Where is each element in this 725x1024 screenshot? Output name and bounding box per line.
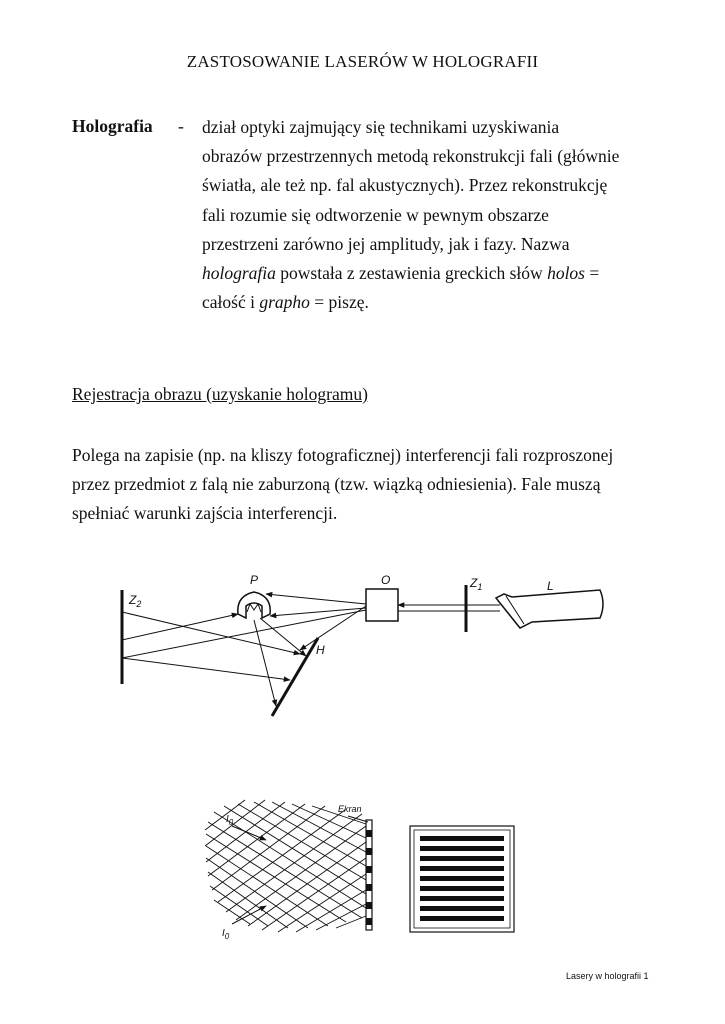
- italic-word: grapho: [259, 292, 310, 313]
- paragraph-line: spełniać warunki zajścia interferencji.: [72, 503, 338, 524]
- label-h: H: [316, 643, 325, 657]
- page-footer: Lasery w holografii 1: [566, 971, 649, 981]
- beam-splitter-o: [366, 589, 398, 621]
- plate-h: [272, 638, 318, 716]
- object-p: [238, 592, 270, 618]
- label-z1: $Z_1$: [470, 576, 483, 592]
- definition-line: fali rozumie się odtworzenie w pewnym obszarze: [202, 204, 549, 225]
- definition-term: Holografia: [72, 116, 153, 136]
- laser-l: [496, 590, 603, 628]
- definition-line: holografia powstała z zestawienia greckich słów holos =: [202, 263, 600, 284]
- label-l: L: [547, 579, 554, 593]
- definition-line: całość i grapho = piszę.: [202, 292, 369, 313]
- label-o: O: [381, 573, 391, 587]
- label-i0-top: $I_0$: [226, 814, 234, 827]
- definition-line: przestrzeni zarówno jej amplitudy, jak i fazy. Nazwa: [202, 233, 570, 254]
- definition-line: światła, ale też np. fal akustycznych). Przez rekonstrukcję: [202, 175, 608, 196]
- definition-line: obrazów przestrzennych metodą rekonstrukcji fali (głównie: [202, 146, 620, 167]
- definition-line: dział optyki zajmujący się technikami uzyskiwania: [202, 117, 560, 137]
- label-z2: $Z_2$: [129, 593, 142, 609]
- italic-word: holografia: [202, 263, 276, 284]
- label-p: P: [250, 573, 259, 587]
- page-title: ZASTOSOWANIE LASERÓW W HOLOGRAFII: [186, 52, 539, 71]
- paragraph-line: przez przedmiot z falą nie zaburzoną (tzw. wiązką odniesienia). Fale muszą: [72, 474, 601, 495]
- label-i0-bottom: $I_0$: [222, 928, 230, 941]
- label-ekran: Ekran: [338, 804, 362, 814]
- definition-dash: -: [178, 116, 184, 136]
- italic-word: holos: [547, 263, 585, 284]
- section-heading: Rejestracja obrazu (uzyskanie hologramu): [72, 384, 368, 404]
- paragraph-line: Polega na zapisie (np. na kliszy fotograficznej) interferencji fali rozproszonej: [72, 445, 614, 465]
